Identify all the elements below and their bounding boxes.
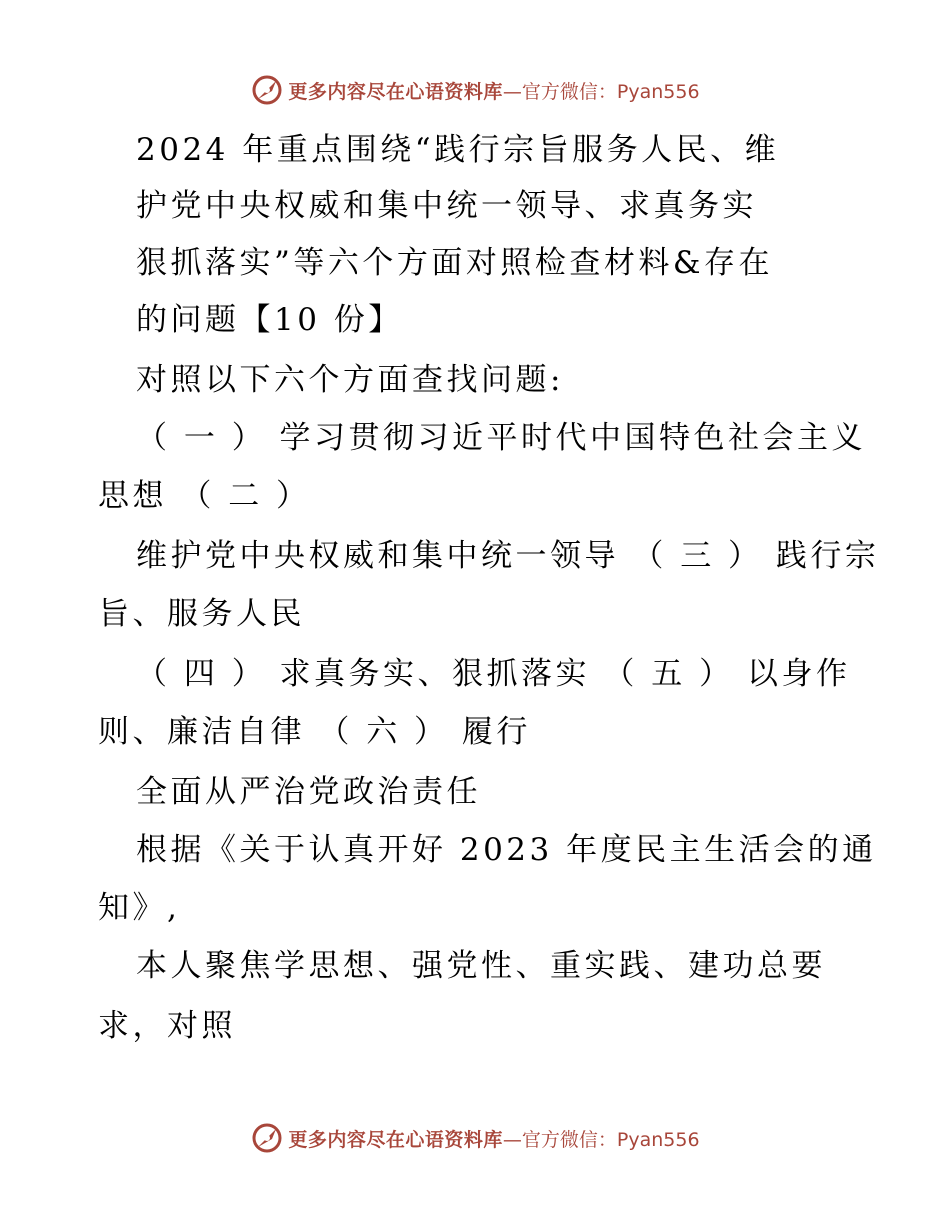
text-line: 的问题【10 份】 <box>136 302 403 338</box>
watermark-contact: —官方微信：Pyan556 <box>502 80 700 103</box>
text-line: 对照以下六个方面查找问题: <box>136 362 564 398</box>
text-line: 求，对照 <box>98 1008 236 1044</box>
text-line: 则、廉洁自律 （ 六 ） 履行 <box>98 714 531 750</box>
watermark-title: 更多内容尽在心语资料库 <box>288 80 503 103</box>
text-line: 狠抓落实”等六个方面对照检查材料&存在 <box>136 245 773 281</box>
text-line: 护党中央权威和集中统一领导、求真务实 <box>136 188 757 224</box>
text-line: 旨、服务人民 <box>98 596 305 632</box>
text-line: 本人聚焦学思想、强党性、重实践、建功总要 <box>136 948 826 984</box>
text-line: 全面从严治党政治责任 <box>136 774 481 810</box>
text-line: （ 一 ） 学习贯彻习近平时代中国特色社会主义 <box>136 420 867 456</box>
quill-logo-icon <box>250 1121 284 1155</box>
header-watermark <box>0 70 950 110</box>
quill-logo-icon <box>250 73 284 107</box>
text-line: 2024 年重点围绕“践行宗旨服务人民、维 <box>136 132 780 168</box>
watermark-title: 更多内容尽在心语资料库 <box>288 1128 503 1151</box>
watermark-contact: —官方微信：Pyan556 <box>502 1128 700 1151</box>
text-line: （ 四 ） 求真务实、狠抓落实 （ 五 ） 以身作 <box>136 656 851 692</box>
footer-watermark <box>0 1118 950 1158</box>
text-line: 维护党中央权威和集中统一领导 （ 三 ） 践行宗 <box>136 538 880 574</box>
text-line: 知》, <box>98 890 181 926</box>
text-line: 思想 （ 二 ） <box>98 478 311 514</box>
text-line: 根据《关于认真开好 2023 年度民主生活会的通 <box>136 832 877 868</box>
